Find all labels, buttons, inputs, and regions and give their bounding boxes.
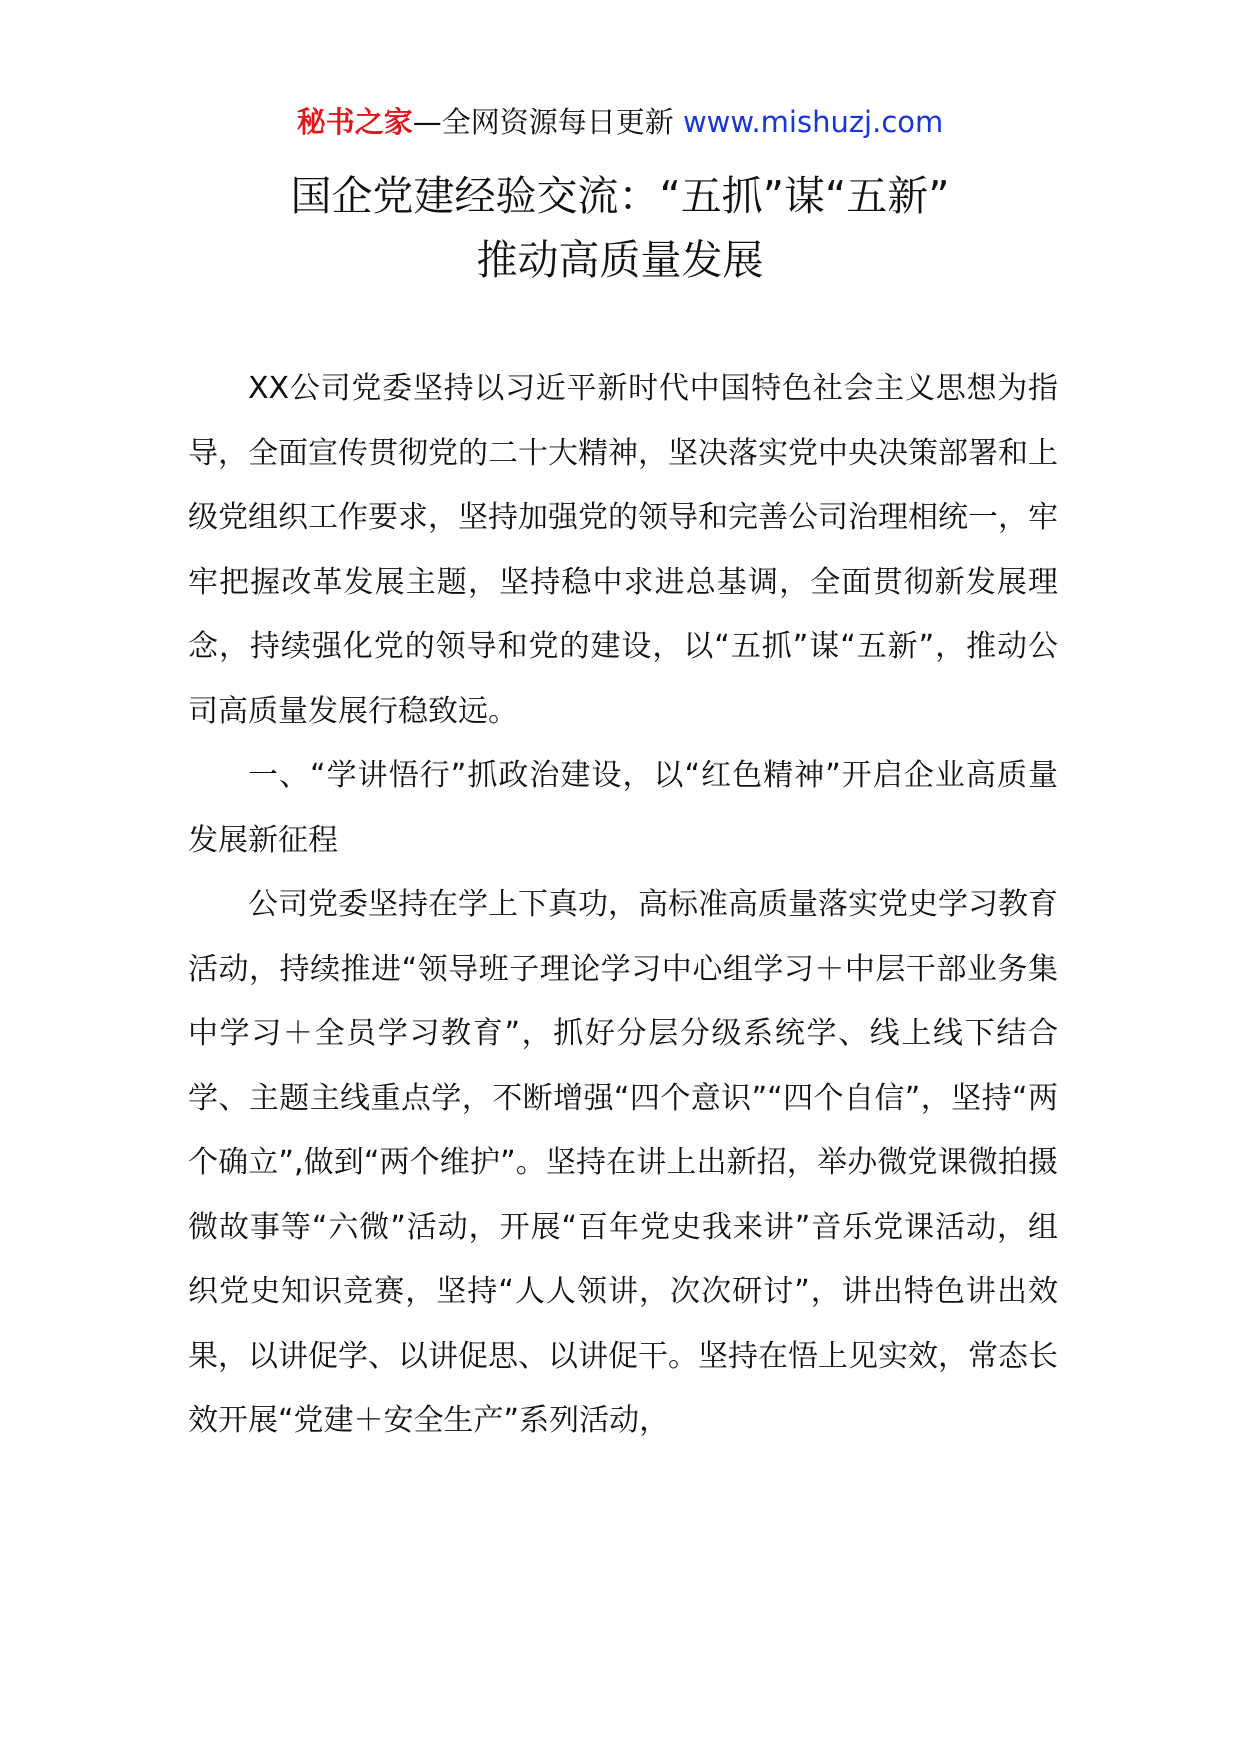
document-title: [180, 164, 1060, 292]
intro-paragraph: XX公司党委坚持以习近平新时代中国特色社会主义思想为指导，全面宣传贯彻党的二十大精神，坚决落实党中央决策部署和上级党组织工作要求，坚持加强党的领导和完善公司治理相统一，牢牢把握改革发展主题，坚持稳中求进总基调，全面贯彻新发展理念，持续强化党的领导和党的建设，以“五抓”谋“五新”，推动公司高质量发展行稳致远。: [188, 371, 1058, 729]
site-header: [0, 102, 1240, 142]
document-title-line-1: 国企党建经验交流：“五抓”谋“五新”: [290, 172, 950, 220]
site-url-link[interactable]: www.mishuzj.com: [682, 105, 944, 139]
document-title-line-2: 推动高质量发展: [476, 236, 764, 284]
site-brand: 秘书之家: [296, 105, 413, 139]
document-body: [188, 357, 1058, 1454]
section-heading-1: 一、“学讲悟行”抓政治建设，以“红色精神”开启企业高质量发展新征程: [188, 758, 1058, 858]
body-paragraph: 公司党委坚持在学上下真功，高标准高质量落实党史学习教育活动，持续推进“领导班子理论学习中心组学习＋中层干部业务集中学习＋全员学习教育”，抓好分层分级系统学、线上线下结合学、主题主线重点学，不断增强“四个意识”“四个自信”，坚持“两个确立”,做到“两个维护”。坚持在讲上出新招，举办微党课微拍摄微故事等“六微”活动，开展“百年党史我来讲”音乐党课活动，组织党史知识竞赛，坚持“人人领讲，次次研讨”，讲出特色讲出效果，以讲促学、以讲促思、以讲促干。坚持在悟上见实效，常态长效开展“党建＋安全生产”系列活动，: [188, 887, 1058, 1438]
site-tagline: —全网资源每日更新: [412, 105, 683, 139]
